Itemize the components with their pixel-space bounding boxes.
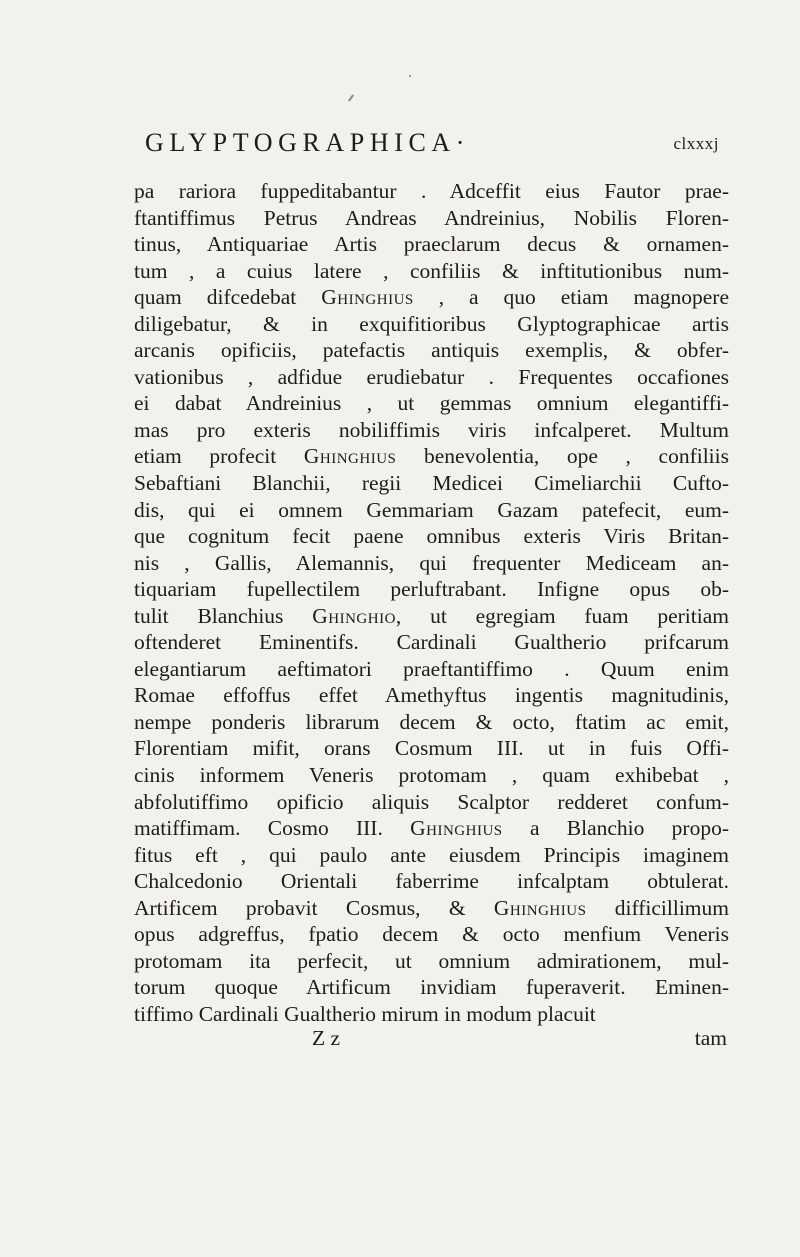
folio-number: clxxxj [673, 134, 719, 153]
text-segment: nis , Gallis, Alemannis, qui frequenter Mediceam an- [134, 550, 729, 575]
text-line [134, 603, 729, 630]
text-line [134, 948, 729, 975]
text-segment: opus adgreffus, fpatio decem & octo menfium Veneris [134, 922, 729, 947]
text-line [134, 231, 729, 258]
text-segment: dis, qui ei omnem Gemmariam Gazam patefecit, eum- [134, 497, 729, 522]
text-line [134, 470, 729, 497]
text-segment: diligebatur, & in exquifitioribus Glyptographicae artis [134, 311, 729, 336]
text-line [134, 311, 729, 338]
text-segment: , ut egregiam fuam peritiam [395, 603, 729, 628]
text-segment: elegantiarum aeftimatori praeftantiffimo . Quum enim [134, 656, 729, 681]
text-line [134, 1001, 729, 1028]
text-line [134, 497, 729, 524]
text-line [134, 258, 729, 285]
text-line [134, 656, 729, 683]
text-line [134, 417, 729, 444]
ink-speck [348, 94, 354, 102]
text-segment: Romae effoffus effet Amethyftus ingentis magnitudinis, [134, 683, 729, 708]
text-line [134, 762, 729, 789]
text-segment: tum , a cuius latere , confiliis & inftitutionibus num- [134, 258, 729, 283]
text-segment: fitus eft , qui paulo ante eiusdem Principis imaginem [134, 842, 729, 867]
text-segment: Florentiam mifit, orans Cosmum III. ut in fuis Offi- [134, 736, 729, 761]
text-segment: tinus, Antiquariae Artis praeclarum decus & ornamen- [134, 232, 729, 257]
text-segment: etiam profecit [134, 444, 304, 469]
text-segment: Sebaftiani Blanchii, regii Medicei Cimeliarchii Cufto- [134, 471, 729, 496]
text-segment: matiffimam. Cosmo III. [134, 816, 411, 841]
text-line [134, 868, 729, 895]
text-line [134, 895, 729, 922]
text-segment: mas pro exteris nobiliffimis viris infcalperet. Multum [134, 417, 729, 442]
text-line [134, 576, 729, 603]
text-segment: protomam ita perfecit, ut omnium admirationem, mul- [134, 948, 729, 973]
text-segment: tiffimo Cardinali Gualtherio mirum in modum placuit [134, 1001, 596, 1026]
text-segment: arcanis opificiis, patefactis antiquis exemplis, & obfer- [134, 338, 729, 363]
text-line [134, 205, 729, 232]
text-segment: torum quoque Artificum invidiam fuperaverit. Eminen- [134, 975, 729, 1000]
text-line [134, 974, 729, 1001]
running-title: GLYPTOGRAPHICA· [145, 128, 471, 157]
text-segment: quam difcedebat [134, 285, 322, 310]
signature-mark: Z z [312, 1026, 341, 1050]
small-caps-name: Ghinghius [321, 285, 414, 310]
text-line [134, 443, 729, 470]
text-line [134, 709, 729, 736]
text-segment: cinis informem Veneris protomam , quam exhibebat , [134, 763, 729, 788]
running-header [145, 128, 725, 162]
small-caps-name: Ghinghio [312, 603, 396, 628]
text-line [134, 629, 729, 656]
text-line [134, 523, 729, 550]
text-segment: Chalcedonio Orientali faberrime infcalptam obtulerat. [134, 869, 729, 894]
ink-speck [409, 75, 411, 77]
text-segment: benevolentia, ope , confiliis [396, 444, 729, 469]
small-caps-name: Ghinghius [303, 444, 397, 469]
text-line [134, 364, 729, 391]
text-line [134, 390, 729, 417]
text-segment: nempe ponderis librarum decem & octo, ftatim ac emit, [134, 709, 729, 734]
text-segment: a Blanchio propo- [502, 816, 729, 841]
small-caps-name: Ghinghius [410, 816, 503, 841]
small-caps-name: Ghinghius [493, 895, 587, 920]
text-line [134, 842, 729, 869]
text-line [134, 178, 729, 205]
text-segment: ftantiffimus Petrus Andreas Andreinius, Nobilis Floren- [134, 205, 729, 230]
body-text [134, 178, 729, 1028]
text-line [134, 284, 729, 311]
text-segment: vationibus , adfidue erudiebatur . Frequentes occafiones [134, 364, 729, 389]
text-line [134, 550, 729, 577]
text-segment: oftenderet Eminentifs. Cardinali Gualtherio prifcarum [134, 630, 729, 655]
text-line [134, 789, 729, 816]
text-segment: difficillimum [586, 895, 729, 920]
text-segment: ei dabat Andreinius , ut gemmas omnium elegantiffi- [134, 391, 729, 416]
text-segment: , a quo etiam magnopere [413, 285, 729, 310]
text-line [134, 337, 729, 364]
text-segment: tulit Blanchius [134, 603, 313, 628]
page-footer [134, 1026, 729, 1054]
text-segment: abfolutiffimo opificio aliquis Scalptor redderet confum- [134, 789, 729, 814]
text-line [134, 815, 729, 842]
text-line [134, 735, 729, 762]
text-segment: que cognitum fecit paene omnibus exteris Viris Britan- [134, 524, 729, 549]
text-line [134, 682, 729, 709]
text-segment: tiquariam fupellectilem perluftrabant. Infigne opus ob- [134, 577, 729, 602]
text-segment: Artificem probavit Cosmus, & [134, 895, 494, 920]
text-segment: pa rariora fuppeditabantur . Adceffit eius Fautor prae- [134, 179, 729, 203]
text-line [134, 921, 729, 948]
catchword: tam [694, 1026, 727, 1050]
